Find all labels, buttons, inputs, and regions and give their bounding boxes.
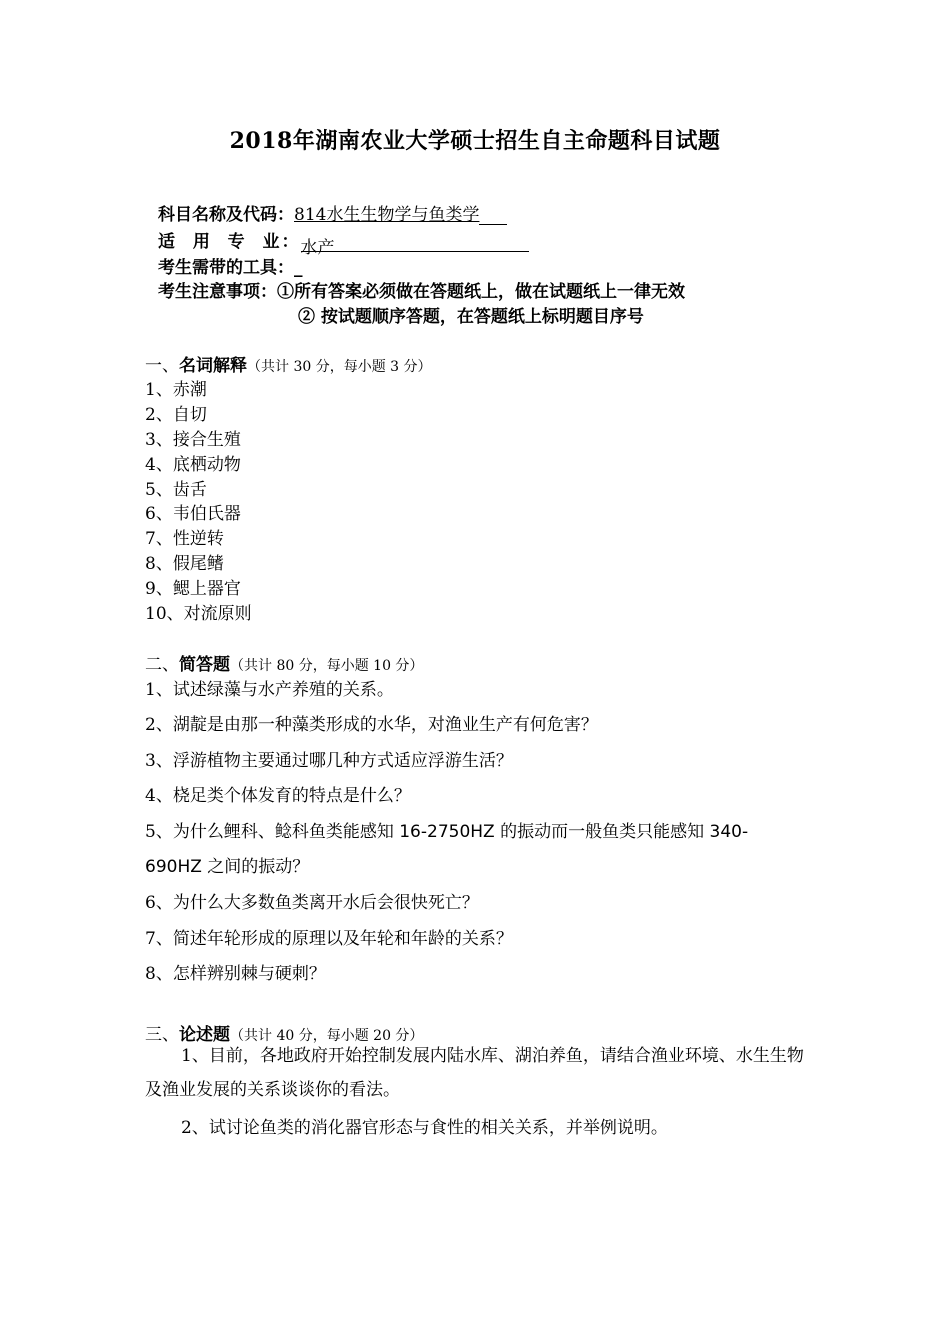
section1-title: 名词解释 <box>179 356 247 376</box>
section1-heading <box>145 351 432 376</box>
subject-value: 814水生生物学与鱼类学 <box>294 205 480 225</box>
q5-range-2a: 340- <box>709 822 749 842</box>
section3-prefix: 三、 <box>145 1025 179 1045</box>
question-item: 6、为什么大多数鱼类离开水后会很快死亡？ <box>145 893 479 913</box>
subject-label: 科目名称及代码： <box>158 205 294 225</box>
question-item: 1、试述绿藻与水产养殖的关系。 <box>145 680 394 700</box>
section1-note: （共计 30 分，每小题 3 分） <box>247 359 432 375</box>
list-item: 2、自切 <box>145 405 207 425</box>
list-item: 7、性逆转 <box>145 529 224 549</box>
question-item: 8、怎样辨别棘与硬刺？ <box>145 964 326 984</box>
tools-label: 考生需带的工具： <box>158 258 294 278</box>
q5-range-2b: 690HZ <box>145 857 202 877</box>
section2-prefix: 二、 <box>145 655 179 675</box>
question-item-5-cont <box>145 852 309 877</box>
list-item: 6、韦伯氏器 <box>145 504 241 524</box>
question-item-5 <box>145 817 748 842</box>
notes-label: 考生注意事项： <box>158 282 277 302</box>
note-2: ② 按试题顺序答题，在答题纸上标明题目序号 <box>298 307 644 327</box>
question-item: 4、桡足类个体发育的特点是什么？ <box>145 786 411 806</box>
page-title: 2018年湖南农业大学硕士招生自主命题科目试题 <box>229 128 721 154</box>
list-item: 10、对流原则 <box>145 604 252 624</box>
notes-line <box>158 277 685 302</box>
section2-heading <box>145 650 423 675</box>
question-item: 2、湖靛是由那一种藻类形成的水华，对渔业生产有何危害？ <box>145 715 598 735</box>
section3-title: 论述题 <box>179 1025 230 1045</box>
list-item: 9、鳃上器官 <box>145 579 241 599</box>
major-value: 水产 <box>301 233 529 252</box>
section2-title: 简答题 <box>179 655 230 675</box>
list-item: 4、底栖动物 <box>145 455 241 475</box>
section3-note: （共计 40 分，每小题 20 分） <box>230 1028 424 1044</box>
list-item: 8、假尾鳍 <box>145 554 224 574</box>
list-item: 5、齿舌 <box>145 480 207 500</box>
note-1: ①所有答案必须做在答题纸上，做在试题纸上一律无效 <box>277 282 685 302</box>
question-item: 7、简述年轮形成的原理以及年轮和年龄的关系？ <box>145 929 513 949</box>
tools-value: _ <box>294 258 303 278</box>
q5-range-1: 16-2750HZ <box>399 822 495 842</box>
section1-prefix: 一、 <box>145 356 179 376</box>
essay-question-2: 2、试讨论鱼类的消化器官形态与食性的相关关系，并举例说明。 <box>181 1118 668 1138</box>
q5-part: 的振动而一般鱼类只能感知 <box>494 822 710 842</box>
list-item: 1、赤潮 <box>145 380 207 400</box>
question-item: 3、浮游植物主要通过哪几种方式适应浮游生活？ <box>145 751 513 771</box>
essay-question-1: 1、目前，各地政府开始控制发展内陆水库、湖泊养鱼，请结合渔业环境、水生生物及渔业发展的关系谈谈你的看法。 <box>145 1046 804 1100</box>
q5-part: 5、为什么鲤科、鲶科鱼类能感知 <box>145 822 400 842</box>
tools-line <box>158 253 303 278</box>
major-line <box>158 227 529 258</box>
subject-line <box>158 200 507 225</box>
major-label: 适 用 专 业： <box>158 232 301 252</box>
list-item: 3、接合生殖 <box>145 430 241 450</box>
q5-part: 之间的振动？ <box>201 857 310 877</box>
section2-note: （共计 80 分，每小题 10 分） <box>230 658 424 674</box>
